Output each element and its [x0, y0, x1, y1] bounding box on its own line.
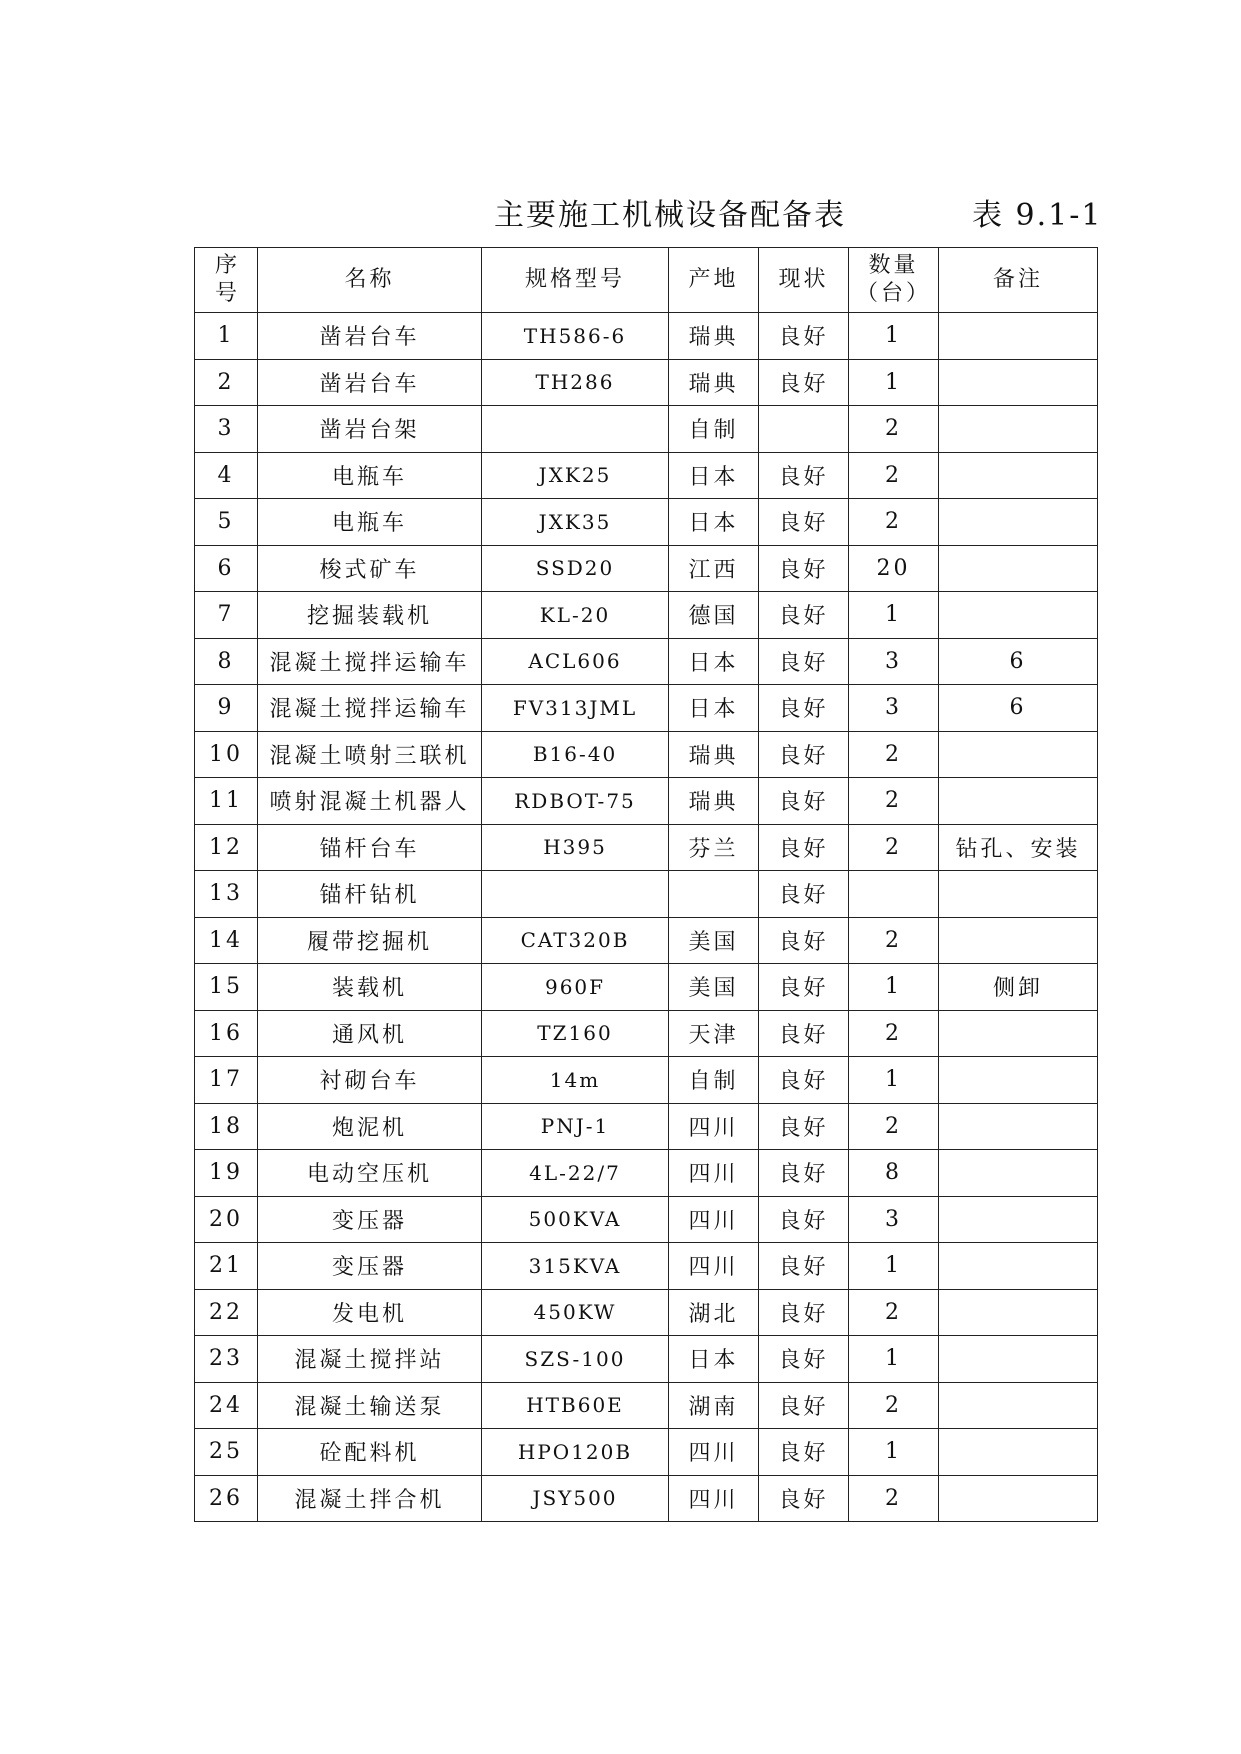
cell-spec: 4L-22/7: [482, 1150, 669, 1197]
table-row: [195, 592, 1098, 639]
cell-origin: 四川: [669, 1429, 759, 1476]
cell-spec: KL-20: [482, 592, 669, 639]
cell-origin: 芬兰: [669, 824, 759, 871]
table-row: [195, 545, 1098, 592]
cell-seq: 11: [195, 778, 258, 825]
header-status: 现状: [759, 248, 849, 313]
cell-status: 良好: [759, 638, 849, 685]
cell-spec: 14m: [482, 1057, 669, 1104]
cell-seq: 7: [195, 592, 258, 639]
cell-seq: 1: [195, 313, 258, 360]
table-row: [195, 638, 1098, 685]
cell-seq: 17: [195, 1057, 258, 1104]
cell-status: 良好: [759, 1336, 849, 1383]
cell-spec: SSD20: [482, 545, 669, 592]
cell-note: [939, 1243, 1098, 1290]
cell-note: [939, 1057, 1098, 1104]
cell-spec: TH286: [482, 359, 669, 406]
cell-spec: TZ160: [482, 1010, 669, 1057]
cell-qty: 2: [849, 1010, 939, 1057]
cell-origin: 江西: [669, 545, 759, 592]
cell-origin: 日本: [669, 452, 759, 499]
cell-name: 凿岩台车: [258, 313, 482, 360]
cell-note: 侧卸: [939, 964, 1098, 1011]
table-row: [195, 778, 1098, 825]
cell-name: 电瓶车: [258, 452, 482, 499]
cell-origin: 天津: [669, 1010, 759, 1057]
table-row: [195, 1336, 1098, 1383]
cell-qty: 1: [849, 964, 939, 1011]
cell-note: 6: [939, 638, 1098, 685]
cell-status: 良好: [759, 1429, 849, 1476]
cell-status: 良好: [759, 1289, 849, 1336]
cell-status: 良好: [759, 592, 849, 639]
cell-status: [759, 406, 849, 453]
cell-name: 变压器: [258, 1196, 482, 1243]
cell-name: 混凝土搅拌站: [258, 1336, 482, 1383]
cell-seq: 23: [195, 1336, 258, 1383]
cell-origin: 湖北: [669, 1289, 759, 1336]
cell-seq: 18: [195, 1103, 258, 1150]
cell-note: [939, 1103, 1098, 1150]
cell-name: 履带挖掘机: [258, 917, 482, 964]
cell-spec: 315KVA: [482, 1243, 669, 1290]
cell-note: 6: [939, 685, 1098, 732]
cell-name: 凿岩台架: [258, 406, 482, 453]
table-row: [195, 1382, 1098, 1429]
cell-spec: H395: [482, 824, 669, 871]
cell-seq: 22: [195, 1289, 258, 1336]
cell-qty: 2: [849, 1289, 939, 1336]
cell-note: [939, 1196, 1098, 1243]
cell-spec: SZS-100: [482, 1336, 669, 1383]
cell-seq: 5: [195, 499, 258, 546]
cell-qty: 2: [849, 499, 939, 546]
cell-qty: 2: [849, 1382, 939, 1429]
cell-origin: 瑞典: [669, 778, 759, 825]
cell-spec: JXK35: [482, 499, 669, 546]
cell-seq: 8: [195, 638, 258, 685]
cell-spec: RDBOT-75: [482, 778, 669, 825]
cell-note: [939, 592, 1098, 639]
cell-note: [939, 1289, 1098, 1336]
cell-status: 良好: [759, 1382, 849, 1429]
cell-note: [939, 917, 1098, 964]
cell-seq: 13: [195, 871, 258, 918]
cell-seq: 3: [195, 406, 258, 453]
cell-spec: FV313JML: [482, 685, 669, 732]
cell-origin: 瑞典: [669, 731, 759, 778]
cell-status: 良好: [759, 1475, 849, 1522]
cell-status: 良好: [759, 1103, 849, 1150]
cell-name: 装载机: [258, 964, 482, 1011]
cell-origin: 湖南: [669, 1382, 759, 1429]
header-name: 名称: [258, 248, 482, 313]
cell-spec: HPO120B: [482, 1429, 669, 1476]
table-row: [195, 871, 1098, 918]
table-row: [195, 1243, 1098, 1290]
cell-note: [939, 731, 1098, 778]
table-row: [195, 1289, 1098, 1336]
cell-origin: 日本: [669, 499, 759, 546]
cell-name: 锚杆台车: [258, 824, 482, 871]
table-row: [195, 1150, 1098, 1197]
header-note: 备注: [939, 248, 1098, 313]
cell-spec: HTB60E: [482, 1382, 669, 1429]
table-row: [195, 452, 1098, 499]
cell-note: [939, 452, 1098, 499]
cell-qty: 2: [849, 406, 939, 453]
table-row: [195, 1010, 1098, 1057]
cell-seq: 6: [195, 545, 258, 592]
cell-name: 混凝土搅拌运输车: [258, 638, 482, 685]
header-qty-line2: （台）: [855, 281, 931, 306]
cell-seq: 25: [195, 1429, 258, 1476]
cell-origin: 德国: [669, 592, 759, 639]
cell-spec: 960F: [482, 964, 669, 1011]
cell-status: 良好: [759, 499, 849, 546]
table-row: [195, 824, 1098, 871]
cell-qty: 1: [849, 592, 939, 639]
cell-spec: 500KVA: [482, 1196, 669, 1243]
cell-note: [939, 778, 1098, 825]
cell-note: 钻孔、安装: [939, 824, 1098, 871]
page-title: 主要施工机械设备配备表: [494, 198, 846, 233]
cell-note: [939, 359, 1098, 406]
cell-name: 锚杆钻机: [258, 871, 482, 918]
table-row: [195, 685, 1098, 732]
cell-name: 砼配料机: [258, 1429, 482, 1476]
cell-seq: 4: [195, 452, 258, 499]
table-number: 表 9.1-1: [972, 198, 1103, 233]
table-row: [195, 1103, 1098, 1150]
cell-name: 挖掘装载机: [258, 592, 482, 639]
header-spec: 规格型号: [482, 248, 669, 313]
table-row: [195, 1196, 1098, 1243]
cell-spec: CAT320B: [482, 917, 669, 964]
cell-origin: 自制: [669, 1057, 759, 1104]
cell-name: 通风机: [258, 1010, 482, 1057]
cell-qty: 2: [849, 917, 939, 964]
cell-note: [939, 1382, 1098, 1429]
cell-seq: 24: [195, 1382, 258, 1429]
cell-qty: 3: [849, 638, 939, 685]
cell-qty: 1: [849, 1336, 939, 1383]
cell-qty: [849, 871, 939, 918]
cell-spec: 450KW: [482, 1289, 669, 1336]
cell-qty: 3: [849, 1196, 939, 1243]
header-seq-line1: 序: [214, 253, 237, 278]
cell-seq: 21: [195, 1243, 258, 1290]
cell-status: 良好: [759, 964, 849, 1011]
cell-origin: 瑞典: [669, 313, 759, 360]
cell-qty: 2: [849, 1103, 939, 1150]
header-qty-line1: 数量: [868, 253, 919, 278]
cell-seq: 26: [195, 1475, 258, 1522]
equipment-table: [194, 247, 1098, 1522]
cell-qty: 2: [849, 824, 939, 871]
cell-name: 混凝土拌合机: [258, 1475, 482, 1522]
cell-note: [939, 499, 1098, 546]
cell-note: [939, 1475, 1098, 1522]
cell-status: 良好: [759, 778, 849, 825]
cell-status: 良好: [759, 1010, 849, 1057]
cell-note: [939, 871, 1098, 918]
table-header-row: [195, 248, 1098, 313]
header-origin: 产地: [669, 248, 759, 313]
cell-origin: 四川: [669, 1103, 759, 1150]
cell-status: 良好: [759, 824, 849, 871]
table-row: [195, 917, 1098, 964]
cell-name: 凿岩台车: [258, 359, 482, 406]
cell-origin: 四川: [669, 1475, 759, 1522]
cell-origin: [669, 871, 759, 918]
cell-name: 电瓶车: [258, 499, 482, 546]
cell-qty: 2: [849, 731, 939, 778]
cell-name: 发电机: [258, 1289, 482, 1336]
cell-origin: 四川: [669, 1196, 759, 1243]
cell-status: 良好: [759, 1150, 849, 1197]
cell-name: 电动空压机: [258, 1150, 482, 1197]
cell-note: [939, 1150, 1098, 1197]
cell-origin: 美国: [669, 964, 759, 1011]
cell-status: 良好: [759, 313, 849, 360]
cell-name: 混凝土搅拌运输车: [258, 685, 482, 732]
table-row: [195, 359, 1098, 406]
cell-name: 变压器: [258, 1243, 482, 1290]
header-qty: [849, 248, 939, 313]
cell-origin: 日本: [669, 1336, 759, 1383]
cell-seq: 19: [195, 1150, 258, 1197]
cell-name: 梭式矿车: [258, 545, 482, 592]
cell-status: 良好: [759, 452, 849, 499]
table-row: [195, 1475, 1098, 1522]
cell-seq: 20: [195, 1196, 258, 1243]
cell-spec: PNJ-1: [482, 1103, 669, 1150]
cell-origin: 自制: [669, 406, 759, 453]
cell-qty: 1: [849, 1057, 939, 1104]
cell-name: 混凝土输送泵: [258, 1382, 482, 1429]
cell-origin: 日本: [669, 638, 759, 685]
table-row: [195, 313, 1098, 360]
cell-origin: 日本: [669, 685, 759, 732]
cell-origin: 四川: [669, 1243, 759, 1290]
table-body: [195, 313, 1098, 1522]
cell-status: 良好: [759, 359, 849, 406]
cell-qty: 20: [849, 545, 939, 592]
cell-seq: 15: [195, 964, 258, 1011]
cell-status: 良好: [759, 871, 849, 918]
cell-name: 混凝土喷射三联机: [258, 731, 482, 778]
cell-name: 衬砌台车: [258, 1057, 482, 1104]
cell-seq: 14: [195, 917, 258, 964]
cell-note: [939, 1429, 1098, 1476]
cell-seq: 9: [195, 685, 258, 732]
cell-spec: TH586-6: [482, 313, 669, 360]
cell-spec: JSY500: [482, 1475, 669, 1522]
cell-name: 炮泥机: [258, 1103, 482, 1150]
cell-note: [939, 545, 1098, 592]
cell-note: [939, 406, 1098, 453]
cell-status: 良好: [759, 685, 849, 732]
cell-note: [939, 1336, 1098, 1383]
table-row: [195, 1429, 1098, 1476]
cell-origin: 瑞典: [669, 359, 759, 406]
cell-spec: ACL606: [482, 638, 669, 685]
cell-name: 喷射混凝土机器人: [258, 778, 482, 825]
cell-seq: 16: [195, 1010, 258, 1057]
cell-qty: 2: [849, 1475, 939, 1522]
cell-status: 良好: [759, 731, 849, 778]
cell-status: 良好: [759, 1243, 849, 1290]
cell-note: [939, 313, 1098, 360]
header-seq: [195, 248, 258, 313]
cell-note: [939, 1010, 1098, 1057]
cell-origin: 美国: [669, 917, 759, 964]
table-row: [195, 1057, 1098, 1104]
cell-qty: 8: [849, 1150, 939, 1197]
cell-seq: 2: [195, 359, 258, 406]
table-row: [195, 406, 1098, 453]
cell-status: 良好: [759, 917, 849, 964]
cell-spec: [482, 871, 669, 918]
cell-qty: 2: [849, 778, 939, 825]
cell-qty: 3: [849, 685, 939, 732]
table-row: [195, 499, 1098, 546]
cell-qty: 1: [849, 359, 939, 406]
cell-spec: JXK25: [482, 452, 669, 499]
cell-qty: 2: [849, 452, 939, 499]
table-row: [195, 964, 1098, 1011]
cell-status: 良好: [759, 1196, 849, 1243]
header-seq-line2: 号: [214, 281, 237, 306]
cell-seq: 10: [195, 731, 258, 778]
cell-spec: B16-40: [482, 731, 669, 778]
cell-origin: 四川: [669, 1150, 759, 1197]
cell-seq: 12: [195, 824, 258, 871]
cell-qty: 1: [849, 1243, 939, 1290]
cell-qty: 1: [849, 313, 939, 360]
table-row: [195, 731, 1098, 778]
cell-status: 良好: [759, 545, 849, 592]
cell-status: 良好: [759, 1057, 849, 1104]
cell-qty: 1: [849, 1429, 939, 1476]
cell-spec: [482, 406, 669, 453]
